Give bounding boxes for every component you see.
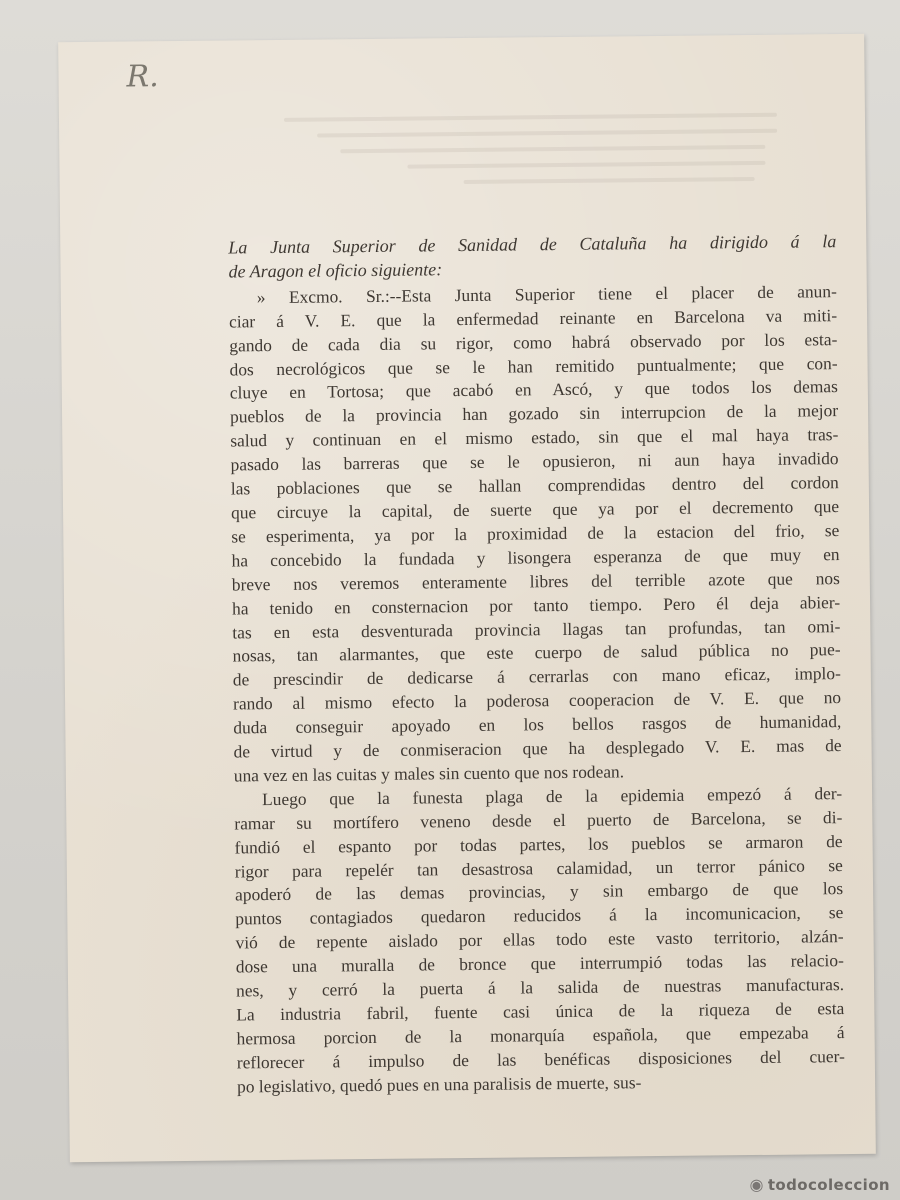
text-line: vió de repente aislado por ellas todo este vasto territorio, alzán-	[235, 926, 844, 953]
text-line: tas en esta desventurada provincia llagas tan profundas, tan omi-	[232, 615, 841, 642]
text-line: de prescindir de dedicarse á cerrarlas con mano eficaz, implo-	[232, 663, 841, 690]
text-line: pasado las barreras que se le opusieron, ni aun haya invadido	[230, 448, 839, 475]
text-line: una vez en las cuitas y males sin cuento que nos rodean.	[233, 761, 625, 786]
paragraph-1	[229, 280, 842, 788]
text-line: gando de cada dia su rigor, como habrá observado por los esta-	[229, 328, 838, 356]
text-line: las poblaciones que se hallan comprendidas dentro del cordon	[230, 472, 839, 499]
text-line: reflorecer á impulso de las benéficas disposiciones del cuer-	[236, 1045, 845, 1073]
document-heading	[228, 230, 836, 284]
text-line: » Excmo. Sr.:--Esta Junta Superior tiene el placer de anun-	[256, 280, 837, 307]
text-line: nes, y cerró la puerta á la salida de nuestras manufacturas.	[235, 974, 845, 1001]
text-line: po legislativo, quedó pues en una paralisis de muerte, sus-	[236, 1071, 642, 1097]
text-line: hermosa porcion de la monarquía española, que empezaba á	[236, 1021, 845, 1049]
text-line: ramar su mortífero veneno desde el puerto de Barcelona, se di-	[234, 806, 843, 834]
text-line: breve nos veremos enteramente libres del terrible azote que nos	[231, 567, 840, 595]
text-line: apoderó de las demas provincias, y sin embargo de que los	[234, 878, 844, 905]
ink-bleed-through	[239, 100, 800, 236]
text-line: que circuye la capital, de suerte que ya por el decremento que	[230, 496, 840, 523]
text-line: Luego que la funesta plaga de la epidemia empezó á der-	[261, 782, 843, 809]
text-line: ha tenido en consternacion por tanto tiempo. Pero él deja abier-	[231, 591, 841, 619]
text-line: cluye en Tortosa; que acabó en Ascó, y que todos los demas	[229, 376, 838, 403]
heading-line: La Junta Superior de Sanidad de Cataluña ha dirigido á la	[228, 231, 837, 258]
heading-line: de Aragon el oficio siguiente:	[228, 259, 443, 282]
text-line: ha concebido la fundada y lisongera esperanza de que muy en	[231, 543, 840, 571]
text-line: dose una muralla de bronce que interrumpió todas las relacio-	[235, 950, 844, 977]
text-line: pueblos de la provincia han gozado sin interrupcion de la mejor	[229, 400, 839, 427]
document-sheet	[58, 34, 876, 1162]
text-line: fundió el espanto por todas partes, los pueblos se armaron de	[234, 830, 843, 858]
text-line: La industria fabril, fuente casi única de la riqueza de esta	[236, 998, 845, 1025]
text-line: rando al mismo efecto la poderosa cooperacion de V. E. que no	[232, 687, 842, 714]
text-line: duda conseguir apoyado en los bellos rasgos de humanidad,	[233, 711, 842, 738]
watermark-logo-icon: ◉	[749, 1175, 764, 1194]
text-line: nosas, tan alarmantes, que este cuerpo de salud pública no pue-	[232, 639, 841, 666]
text-line: se esperimenta, ya por la proximidad de la estacion del frio, se	[231, 519, 840, 547]
paragraph-2	[234, 782, 845, 1099]
text-line: salud y continuan en el mismo estado, sin que el mal haya tras-	[230, 424, 839, 451]
text-line: ciar á V. E. que la enfermedad reinante en Barcelona va miti-	[228, 304, 838, 332]
text-line: de virtud y de conmiseracion que ha desplegado V. E. mas de	[233, 735, 842, 762]
text-line: rigor para repelér tan desastrosa calamidad, un terror pánico se	[234, 854, 843, 882]
text-line: puntos contagiados quedaron reducidos á la incomunicacion, se	[235, 902, 844, 929]
document-text	[228, 230, 845, 1099]
text-line: dos necrológicos que se le han remitido puntualmente; que con-	[229, 352, 838, 380]
watermark-text: todocoleccion	[767, 1176, 890, 1194]
corner-pencil-note: R.	[126, 59, 159, 95]
site-watermark	[749, 1175, 890, 1194]
